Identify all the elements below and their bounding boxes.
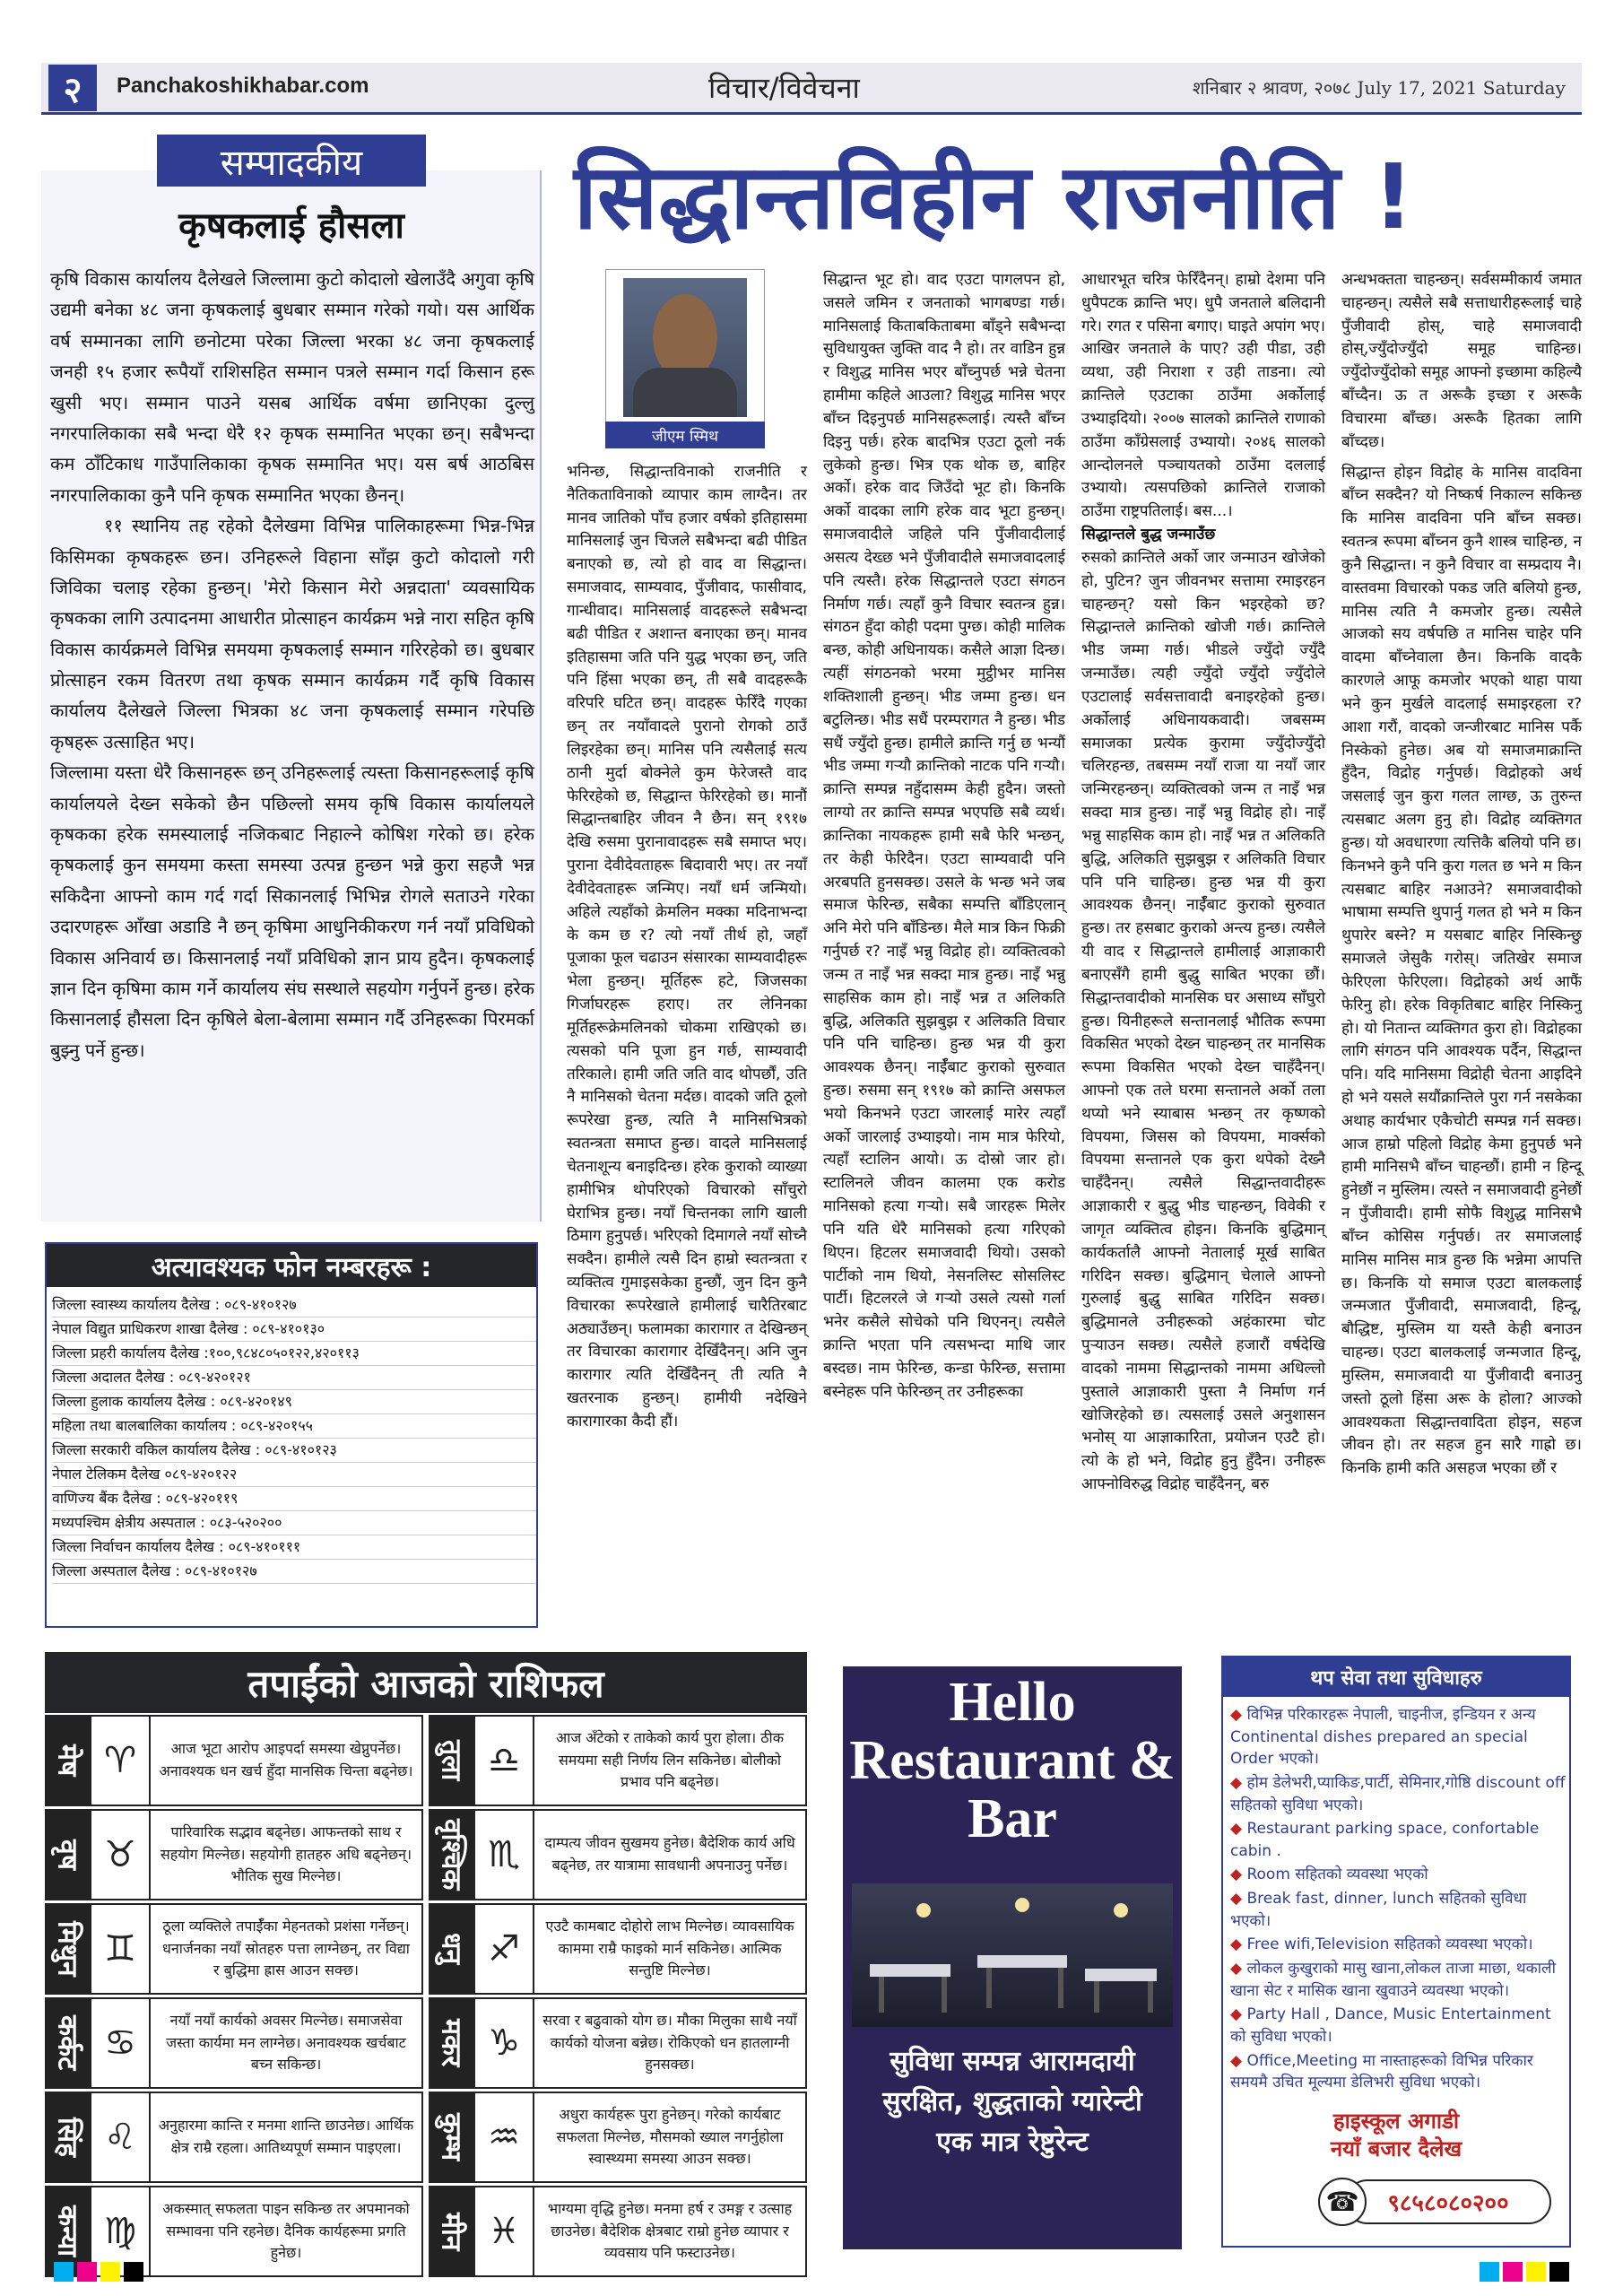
editorial-paragraph: कृषि विकास कार्यालय दैलेखले जिल्लामा कुटो कोदालो खेलाउँदै अगुवा कृषि उद्यमी बनेका ४८ जना कृषकलाई बुधबार सम्मान गरेको गयो। यस आर्थिक वर्ष सम्मानका लागि छनोटमा परेका जिल्ला भरका ४८ जना कृषकलाई जनही १५ हजार रूपैयाँ राशिसहित सम्मान पत्रले सम्मान गर्दा किसान हरू खुसी भए। सम्मान पाउने यसब आर्थिक वर्षमा छानिएका दुल्लु नगरपालिकाका सबै भन्दा धेरै १२ कृषक सम्मानित भएका छन्। सबैभन्दा कम ठाँटिकाध गाउँपालिकाका कृषक सम्मानित भए। यस बर्ष आठबिस नगरपालिकाका कुनै पनि कृषक सम्मानित भएका छैनन्। [50,268,534,506]
phone-entry: जिल्ला स्वास्थ्य कार्यालय दैलेख : ०८९-४१०१२७ [52,1293,536,1318]
restaurant-interior-image [852,1883,1173,2027]
sign-name: मिथुन [45,1903,90,1995]
magenta-mark [77,2262,97,2282]
sign-text: आज अँटेको र ताकेको कार्य पुरा होला। ठीक समयमा सही निर्णय लिन सकिनेछ। बोलीको प्रभाव पनि बढ्नेछ। [534,1715,807,1806]
gemini-icon: ♊ [90,1903,151,1995]
service-text: लोकल कुखुराको मासु खाना,लोकल ताजा माछा, थकाली खाना सेट र मासिक खाना खुवाउने व्यवस्था भएको। [1230,1960,1556,2000]
page-number: २ [48,65,97,111]
sign-name: मीन [429,2186,473,2277]
editorial-banner: सम्पादकीय [157,135,426,187]
restaurant-phone[interactable]: ९८५८०८०२०० [1345,2179,1551,2224]
sign-text: पारिवारिक सद्भाव बढ्नेछ। आफन्तको साथ र सहयोग मिल्नेछ। सहयोगी हातहरु अधि बढ्नेछन्। भौतिक सुख मिल्नेछ। [151,1809,423,1900]
virgo-icon: ♍ [90,2186,151,2277]
tagline-line: सुविधा सम्पन्न आरामदायी [890,2046,1135,2077]
address-line: हाइस्कूल अगाडी [1332,2109,1460,2134]
service-item [1230,1704,1566,1770]
restaurant-ad-tagline [843,2041,1182,2162]
sign-text: अकस्मात् सफलता पाइन सकिन्छ तर अपमानको सम्भावना पनि रहनेछ। दैनिक कार्यहरूमा प्रगति हुनेछ। [151,2186,423,2277]
article-text: अन्धभक्तता चाहन्छन्। सर्वसम्मीकार्य जमात चाहन्छन्। त्यसैले सबै सत्ताधारीहरूलाई चाहे पुँजीवादी होस्, चाहे समाजवादी होस्,ज्युँदोज्युँदो समूह चाहिन्छ। ज्युँदोज्युँदोको समूह आफ्नो इच्छामा कहिल्यै बाँच्दैन। ऊ त अरूकै इच्छा र अरूकै विचारमा बाँच्छ। अरूकै हितका लागि बाँच्दछ। [1341,271,1582,451]
sign-text: सरवा र बढुवाको योग छ। मौका मिलुका साथै नयाँ कार्यको योजना बन्नेछ। रोकिएको धन हातलाग्नी हुनसक्छ। [534,1997,807,2089]
sign-text: नयाँ नयाँ कार्यको अवसर मिल्नेछ। समाजसेवा जस्ता कार्यमा मन लाग्नेछ। अनावश्यक खर्चबाट बच्न सकिन्छ। [151,1997,423,2089]
service-text: Restaurant parking space, confortable cabin . [1230,1820,1540,1860]
tagline-line: एक मात्र रेष्टुरेन्ट [936,2126,1089,2158]
article-column-4 [1341,269,1582,1481]
horoscope-row [429,2092,807,2186]
editorial-paragraph: ११ स्थानिय तह रहेको दैलेखमा विभिन्न पालिकाहरूमा भिन्न-भिन्न किसिमका कृषकहरू छन। उनिहरूले विहाना साँझ कुटो कोदालो गरी जिविका चलाइ रहेका हुन्छन्। 'मेरो किसान मेरो अन्नदाता' व्यवसायिक कृषकका लागि उत्पादनमा आधारीत प्रोत्साहन कार्यक्रम भन्ने नारा सहित कृषि विकास कार्यक्रमले विभिन्न समयमा कृषकलाई सम्मान गरिरहेको छ। बुधबार प्रोत्साहन रकम वितरण तथा कृषक सम्मान कार्यक्रम गर्दै कृषि विकास कार्यालय दैलेखले जिल्ला भित्रका ४८ जना कृषकलाई सम्मान गरेपछि कृषहरू उत्साहित भए। [50,515,534,752]
horoscope-row [45,2092,423,2186]
phone-entry: महिला तथा बालबालिका कार्यालय : ०८९-४२०१५५ [52,1414,536,1439]
horoscope-row [429,2186,807,2280]
horoscope-title: तपाईंको आजको राशिफल [45,1652,807,1713]
site-name[interactable]: Panchakoshikhabar.com [117,74,369,98]
service-text: Free wifi,Television सहितको व्यवस्था भएको। [1246,1935,1533,1954]
sign-text: अधुरा कार्यहरू पुरा हुनेछन्। गरेको कार्यबाट सफलता मिल्नेछ, मौसमको ख्याल नगर्नुहोला स्वास्थ्यमा समस्या आउन सक्छ। [534,2092,807,2183]
phone-directory-title: अत्यावश्यक फोन नम्बरहरू : [47,1244,536,1287]
section-name: विचार/विवेचना [708,71,860,105]
services-list [1230,1704,1566,2096]
article-headline: सिद्धान्तविहीन राजनीति ! [574,144,1415,249]
cancer-icon: ♋ [90,1997,151,2089]
sign-text: भाग्यमा वृद्धि हुनेछ। मनमा हर्ष र उमङ्ग र उत्साह छाउनेछ। बैदेशिक क्षेत्रबाट राम्रो हुनेछ व्यापार र व्यवसाय पनि फस्टाउनेछ। [534,2186,807,2277]
author-byline: जीएम स्मिथ [605,422,765,448]
author-shirt [633,368,737,417]
sign-name: वृश्चिक [429,1809,473,1900]
sign-text: अनुहारमा कान्ति र मनमा शान्ति छाउनेछ। आर्थिक क्षेत्र राम्रै रहला। आतिथ्यपूर्ण सम्मान पाइएला। [151,2092,423,2183]
restaurant-address [1221,2108,1571,2163]
magenta-mark [1503,2262,1523,2282]
sign-text: दाम्पत्य जीवन सुखमय हुनेछ। बैदेशिक कार्य अधि बढ्नेछ, तर यात्रामा सावधानी अपनाउनु पर्नेछ। [534,1809,807,1900]
horoscope-row [45,1715,423,1809]
sign-name: वृष [45,1809,90,1900]
article-column-3 [1081,269,1325,1497]
article-column-2 [823,269,1065,1405]
phone-entry: नेपाल विद्युत प्राधिकरण शाखा दैलेख : ०८९-४१०१३० [52,1318,536,1342]
libra-icon: ♎ [473,1715,534,1806]
service-item [1230,1934,1566,1956]
diamond-bullet-icon: ◆ [1230,2005,1247,2024]
phone-entry: जिल्ला अस्पताल दैलेख : ०८९-४१०१२७ [52,1560,536,1584]
diamond-bullet-icon: ◆ [1230,1773,1247,1792]
sign-text: आज भूटा आरोप आइपर्दा समस्या खेप्नुपर्नेछ। अनावश्यक धन खर्च हुँदा मानसिक चिन्ता बढ्नेछ। [151,1715,423,1806]
phone-entry: जिल्ला प्रहरी कार्यालय दैलेख :१००,९८४८०५०१२२,४२०११३ [52,1342,536,1366]
phone-entry: नेपाल टेलिकम दैलेख ०८९-४२०१२२ [52,1463,536,1487]
horoscope-row [45,1997,423,2092]
service-item [1230,1888,1566,1932]
address-line: नयाँ बजार दैलेख [1330,2136,1462,2162]
service-item [1230,1818,1566,1862]
cyan-mark [1480,2262,1499,2282]
article-text: रुसको क्रान्तिले अर्को जार जन्माउन खोजेको हो, पुटिन? जुन जीवनभर सत्तामा रमाइरहन चाहन्छन्? यसो किन भइरहेको छ? सिद्धान्तले क्रान्तिको खोजी गर्छ। क्रान्तिले भीड जम्मा गर्छ। भीडले ज्युँदो ज्युँदै जन्माउँछ। त्यही ज्युँदो ज्युँदो ज्युँदोले एउटालाई सर्वसत्तावादी बनाइरहेको हुन्छ। अर्कोलाई अधिनायकवादी। जबसम्म समाजका प्रत्येक कुरामा ज्युँदोज्युँदो चलिरहन्छ, तबसम्म नयाँ राजा या नयाँ जार जन्मिरहन्छन्। व्यक्तित्वको जन्म त नाइँ भन्न सक्दा मात्र हुन्छ। नाइँ भन्नु विद्रोह हो। नाइँ भन्नु साहसिक काम हो। नाइँ भन्न त अलिकति बुद्धि, अलिकति सुझबुझ र अलिकति विचार पनि पनि चाहिन्छ। हुन्छ भन्न यी कुरा आवश्यक छैनन्। नाईँबाट कुराको सुरुवात हुन्छ। तर हसबाट कुराको अन्त्य हुन्छ। त्यसैले यी वाद र सिद्धान्तले हामीलाई आज्ञाकारी बनाएसँगै हामी बुद्धु साबित भएका छौं। सिद्धान्तवादीको मानसिक घर असाध्य साँघुरो हुन्छ। यिनीहरूले सन्तानलाई भौतिक रूपमा विकसित भएको देख्न चाहन्छन् तर मानसिक रूपमा विकसित भएको देख्न चाहँदैनन्। आफ्नो एक तले घरमा सन्तानले अर्को तला थप्यो भने स्याबास भन्छन् तर कृष्णको विपयमा, जिसस को विपयमा, मार्क्सको विपयमा सन्तानले एक कुरा थपेको देख्नै चाहँदैनन्। त्यसैले सिद्धान्तवादीहरू आज्ञाकारी र बुद्धु भीड चाहन्छन्, विवेकी र जागृत व्यक्तित्व होइन। किनकि बुद्धिमान् कार्यकर्तालै आफ्नो नेतालाई मूर्ख साबित गरिदिन सक्छ। बुद्धिमान् चेलाले आफ्नो गुरुलाई बुद्धु साबित गरिदिन सक्छ। बुद्धिमानले उनीहरूको अहंकारमा चोट पुऱ्याउन सक्छ। त्यसैले हजारौं वर्षदेखि वादको नाममा सिद्धान्तको नाममा अधिल्लो पुस्ताले आज्ञाकारी पुस्ता नै निर्माण गर्न खोजिरहेको छ। त्यसलाई उसले अनुशासन भनोस् या आज्ञाकारिता, प्रयोजन एउटै हो। त्यो के हो भने, विद्रोह हुनु हुँदैन। उनीहरू आफ्नोविरुद्ध विद्रोह चाहँदैनन्, बरु [1081,548,1325,1494]
sign-name: धनु [429,1903,473,1995]
issue-date: शनिबार २ श्रावण, २०७८ July 17, 2021 Saturday [1193,77,1566,99]
horoscope-row [429,1809,807,1903]
phone-entry: जिल्ला निर्वाचन कार्यालय दैलेख : ०८९-४१०१११ [52,1535,536,1560]
print-color-marks [1480,2262,1569,2282]
diamond-bullet-icon: ◆ [1230,1935,1247,1954]
editorial-paragraph: जिल्लामा यस्ता धेरै किसानहरू छन् उनिहरूलाई त्यस्ता किसानहरूलाई कृषि कार्यालयले देख्न सकेको छैन पछिल्लो समय कृषि विकास कार्यालयले कृषकका हरेक समस्यालाई नजिकबाट निहाल्ने कोषिश गरेको छ। हरेक कृषकलाई कुन समयमा कस्ता समस्या उत्पन्न हुन्छन भन्ने कुरा सहजै भन्न सकिदैना आफ्नो काम गर्द गर्दा सिकानलाई भिभिन्न रोगले सताउने गरेका उदारणहरू आँखा अडाडि नै छन् कृषिमा आधुनिकीकरण गर्न नयाँ प्रविधिको विकास अनिवार्य छ। किसानलाई नयाँ प्रविधिको ज्ञान प्राय हुदैन। कृषकलाई ज्ञान दिन कृषिमा काम गर्ने कार्यालय संघ सस्थाले सहयोग गर्नुपर्ने हुन्छ। हरेक किसानलाई हौसला दिन कृषिले बेला-बेलामा सम्मान गर्दै उनिहरूका पिरमर्का बुझ्नु पर्ने हुन्छ। [50,761,534,1061]
service-text: होम डेलेभरी,प्याकिङ,पार्टी, सेमिनार,गोष्ठि discount off सहितको सुविधा भएको। [1230,1773,1566,1814]
article-column-1 [567,461,807,1434]
sign-name: कन्या [45,2186,90,2277]
sign-name: तुला [429,1715,473,1806]
service-text: Office,Meeting मा नास्ताहरूको विभिन्न परिकार समयमै उचित मूल्यमा डेलिभरी सुविधा भएको। [1230,2051,1533,2092]
black-mark [1549,2262,1569,2282]
service-item [1230,1864,1566,1886]
sign-name: मकर [429,1997,473,2089]
service-text: Party Hall , Dance, Music Entertainment को सुविधा भएको। [1230,2005,1551,2046]
diamond-bullet-icon: ◆ [1230,1706,1247,1724]
sagittarius-icon: ♐ [473,1903,534,1995]
diamond-bullet-icon: ◆ [1230,1960,1247,1979]
service-item [1230,1772,1566,1816]
article-text: आधारभूत चरित्र फेरिँदैनन्। हाम्रो देशमा पनि धुपैपटक क्रान्ति भए। धुपै जनताले बलिदानी गरे। रगत र पसिना बगाए। घाइते अपांग भए। आखिर जनताले के पाए? उही पीडा, उही व्यथा, उही निराशा र उही ताडना। त्यो क्रान्तिले एउटाका ठाउँमा अर्कोलाई उभ्याइदियो। २००७ सालको क्रान्तिले राणाको ठाउँमा काँग्रेसलाई उभ्यायो। २०४६ सालको आन्दोलनले पञ्चायतको ठाउँमा दललाई उभ्यायो। त्यसपछिको क्रान्तिले राजाको ठाउँमा राष्ट्रपतिलाई। बस...। [1081,271,1325,521]
black-mark [124,2262,143,2282]
cyan-mark [54,2262,74,2282]
tagline-line: सुरक्षित, शुद्धताको ग्यारेन्टी [882,2086,1142,2118]
services-title: थप सेवा तथा सुविधाहरु [1223,1657,1569,1697]
horoscope-row [429,1715,807,1809]
editorial-title: कृषकलाई हौसला [178,205,404,247]
article-text: सिद्धान्त होइन विद्रोह के मानिस वादविना बाँच्न सक्दैन? यो निष्कर्ष निकाल्न सकिन्छ कि मानिस वादविना पनि बाँच्न सक्छ। स्वतन्त्र रूपमा बाँच्नन कुनै शास्त्र चाहिन्छ, न कुनै सिद्धान्त। न कुनै विचार वा सम्प्रदाय नै। वास्तवमा विचारको पकड जति बलियो हुन्छ, मानिस त्यति नै कमजोर हुन्छ। त्यसैले आजको सय वर्षपछि त मानिस चाहेर पनि वादमा बाँच्नेवाला छैन। किनकि वादकै कारणले आफू कमजोर भएको थाहा पाया भने कुन मुर्खले वादलाई समाइरहला र? आशा गरौं, वादको जन्जीरबाट मानिस पर्कै निस्केको हुनेछ। अब यो समाजमाक्रान्ति हुँदैन, विद्रोह गर्नुपर्छ। विद्रोहको अर्थ जसलाई जुन कुरा गलत लाग्छ, ऊ तुरुन्त त्यसबाट अलग हुनु हो। विद्रोह व्यक्तिगत हुन्छ। यो अवधारणा त्यत्तिकै बलियो पनि छ। किनभने कुनै पनि कुरा गलत छ भने म किन त्यसबाट बाहिर नआउने? समाजवादीको भाषामा सम्पत्ति थुपार्नु गलत हो भने म किन थुपारेर बस्ने? म यसबाट बाहिर निस्किन्छु समाजले जेसुकै गरोस्। जतिखेर समाज फेरिएला फेरिएला। विद्रोहको अर्थ आफैं फेरिनु हो। हरेक विकृतिबाट बाहिर निस्किनु हो। यो नितान्त व्यक्तिगत कुरा हो। विद्रोहका लागि संगठन पनि आवश्यक पर्दैन, सिद्धान्त पनि। यदि मानिसमा विद्रोही चेतना आइदिने हो भने यसले सयौंक्रान्तिले पुरा गर्न नसकेका अथाह कार्यभार एकैचोटी सम्पन्न गर्न सक्छ। आज हाम्रो पहिलो विद्रोह केमा हुनुपर्छ भने हामी मानिसभै बाँच्न चाहन्छौं। हामी न हिन्दू हुनेछौं न मुस्लिम। त्यस्ते न समाजवादी हुनेछौं न पुँजीवादी। हामी सोफै विशुद्ध मानिसभै बाँच्न कोसिस गर्नुपर्छ। तर समाजलाई मानिस मानिस मात्र हुन्छ कि भन्नेमा आपत्ति छ। किनकि यो समाज एउटा बालकलाई जन्मजात पुँजीवादी, समाजवादी, हिन्दू, बौद्धिष्ट, मुस्लिम या यस्तै केही बनाउन चाहन्छ। एउटा बालकलाई जन्मजात हिन्दू, मुस्लिम, समाजवादी या पुँजीवादी बनाउनु जस्तो ठूलो हिंसा अरू के होला? आज्को आवश्यकता सिद्धान्तवादिता होइन, सहज जीवन हो। तर सहज हुन सारै गाह्रो छ। किनकि हामी कति असहज भएका छौं र [1341,463,1582,1478]
sign-name: सिंह [45,2092,90,2183]
horoscope-row [429,1903,807,1997]
phone-entry: जिल्ला सरकारी वकिल कार्यालय दैलेख : ०८९-४१०१२३ [52,1439,536,1463]
yellow-mark [1526,2262,1546,2282]
service-text: Room सहितको व्यवस्था भएको [1246,1866,1428,1884]
taurus-icon: ♉ [90,1809,151,1900]
diamond-bullet-icon: ◆ [1230,1820,1247,1839]
pisces-icon: ♓ [473,2186,534,2277]
phone-entry: मध्यपश्चिम क्षेत्रीय अस्पताल : ०८३-५२०२०० [52,1511,536,1535]
aries-icon: ♈ [90,1715,151,1806]
horoscope-column-left [45,1715,423,2280]
diamond-bullet-icon: ◆ [1230,1890,1247,1909]
sign-name: मेष [45,1715,90,1806]
editorial-body [50,264,534,1065]
capricorn-icon: ♑ [473,1997,534,2089]
print-color-marks [54,2262,143,2282]
restaurant-tables-illustration [852,1883,1173,2027]
yellow-mark [100,2262,120,2282]
article-text: भनिन्छ, सिद्धान्तविनाको राजनीति र नैतिकताविनाको व्यापार काम लाग्दैन। तर मानव जातिको पाँच हजार वर्षको इतिहासमा मानिसलाई जुन चिजले सबैभन्दा बढी पीडित बनाएको छ, त्यो हो वाद वा सिद्धान्त। समाजवाद, साम्यवाद, पुँजीवाद, फासीवाद, गान्धीवाद। मानिसलाई वादहरूले सबैभन्दा बढी पीडित र अशान्त बनाएका छन्। मानव इतिहासमा जति पनि युद्ध भएका छन्, जति पनि हिंसा भएका छन्, ती सबै वादहरूकै वरिपरि घटित छन्। वादहरू फेरिँदै गएका छन् तर नयाँवादले पुरानो रोगको ठाउँ लिइरहेका छन्। मानिस पनि त्यसैलाई सत्य ठानी मुर्दा बोक्नेले कुम फेरेजस्तै वाद फेरिरहेको छ, सिद्धान्त फेरिरहेको छ। मानौं सिद्धान्तबाहिर जीवन नै छैन। सन् १९१७ देखि रुसमा पुरानावादहरू सबै समाप्त भए। पुराना देवीदेवताहरू बिदावारी भए। तर नयाँ देवीदेवताहरू जन्मिए। नयाँ धर्म जन्मियो। अहिले त्यहाँको क्रेमलिन मक्का मदिनाभन्दा के कम छ र? त्यो नयाँ तीर्थ हो, जहाँ पूजाका फूल चढाउन संसारका साम्यवादीहरू भेला हुन्छन्। मूर्तिहरू हटे, जिजसका गिर्जाघरहरू हराए। तर लेनिनका मूर्तिहरूक्रेमलिनको चोकमा राखिएको छ। त्यसको पनि पूजा हुन गर्छ, साम्यवादी तरिकाले। हामी जति जति वाद थोपर्छौं, उति नै मानिसको चेतना मर्दछ। वादको जति ठूलो रूपरेखा हुन्छ, त्यति नै मानिसभित्रको स्वतन्त्रता समाप्त हुन्छ। वादले मानिसलाई चेतनाशून्य बनाइदिन्छ। हरेक कुराको व्याख्या हामीभित्र थोपरिएको विचारको साँचुरो घेराभित्र हुन्छ। नयाँ चिन्तनका लागि खाली ठिमाग हुनुपर्छ। भरिएको दिमागले नयाँ सोच्नै सक्दैन। हामीले त्यसै दिन हाम्रो स्वतन्त्रता र व्यक्तित्व गुमाइसकेका हुन्छौं, जुन दिन कुनै विचारका रूपरेखाले हामीलाई चारैतिरबाट अठ्याउँछन्। फलामका कारागार त देखिन्छन् तर विचारका कारागार देखिँदैनन्। अनि जुन कारागार त्यति देखिँदैनन् ती त्यति नै खतरनाक हुन्छन्। हामीयी नदेखिने कारागारका कैदी हौं। [567,463,807,1431]
diamond-bullet-icon: ◆ [1230,2051,1247,2070]
sign-text: एउटै कामबाट दोहोरो लाभ मिल्नेछ। व्यावसायिक काममा राम्रै फाइको मार्न सकिनेछ। आत्मिक सन्तुष्टि मिल्नेछ। [534,1903,807,1995]
sign-name: कर्कट [45,1997,90,2089]
sign-name: कुम्भ [429,2092,473,2183]
phone-entry: वाणिज्य बैंक दैलेख : ०८९-४२०११९ [52,1487,536,1511]
phone-directory-list [52,1293,536,1584]
service-text: Break fast, dinner, lunch सहितको सुविधा भएको। [1230,1890,1527,1930]
horoscope-row [45,1809,423,1903]
phone-entry: जिल्ला अदालत दैलेख : ०८९-४२०१२१ [52,1366,536,1390]
phone-entry: जिल्ला हुलाक कार्यालय दैलेख : ०८९-४२०१४९ [52,1390,536,1414]
service-item [1230,2050,1566,2094]
diamond-bullet-icon: ◆ [1230,1866,1247,1884]
sign-text: ठूला व्यक्तिले तपाईँका मेहनतको प्रशंसा गर्नेछन्। धनार्जनका नयाँ स्रोतहरु पत्ता लाग्नेछन्, तर विद्या र बुद्धिमा ह्रास आउन सक्छ। [151,1903,423,1995]
aquarius-icon: ♒ [473,2092,534,2183]
phone-icon: ☎ [1318,2178,1367,2226]
leo-icon: ♌ [90,2092,151,2183]
scorpio-icon: ♏ [473,1809,534,1900]
article-text: सिद्धान्त भूट हो। वाद एउटा पागलपन हो, जसले जमिन र जनताको भागबण्डा गर्छ। मानिसलाई किताबकिताबमा बाँड्ने सबैभन्दा सुविधायुक्त जुक्ति वाद नै हो। तर वाडिन हुन्न र विशुद्ध मानिस भएर बाँच्नुपर्छ भन्ने चेतना हामीमा कहिले आउला? विशुद्ध मानिस भएर बाँच्न दिइनुपर्छ मानिसहरूलाई। त्यस्तै बाँच्न दिइनु पर्छ। हरेक बादभित्र एउटा ठूलो नर्क लुकेको हुन्छ। भित्र एक थोक छ, बाहिर अर्को। हरेक वाद जिउँदो भूट हो। किनकि अर्को वादका लागि हरेक वाद भूटा हुन्छन्। समाजवादीले जहिले पनि पुँजीवादीलाई असत्य देख्छ भने पुँजीवादीले समाजवादलाई पनि त्यस्तै। हरेक सिद्धान्तले एउटा संगठन निर्माण गर्छ। त्यहाँ कुनै विचार स्वतन्त्र हुन्न। संगठन हुँदा कोही पदमा पुग्छ। कोही मालिक बन्छ, कोही अधिनायक। कसैले आज्ञा दिन्छ। त्यहीं संगठनको भरमा मुट्ठीभर मानिस शक्तिशाली हुन्छन्। भीड जम्मा हुन्छ। धन बटुलिन्छ। भीड सधैं परम्परागत नै हुन्छ। भीड सधैं ज्युँदो हुन्छ। हामीले क्रान्ति गर्नु छ भन्यौं भीड जम्मा गर्‍यौ क्रान्तिको नाटक पनि गर्‍यौ। क्रान्ति सम्पन्न नहुँदासम्म केही हुदैन। जस्तो लाग्यो तर क्रान्ति सम्पन्न भएपछि सबै व्यर्थ। क्रान्तिका नायकहरू हामी सबै फेरि भन्छन्, तर केही फेरिदैन। एउटा साम्यवादी पनि अरबपति हुनसक्छ। उसले के भन्छ भने जब समाज फेरिन्छ, सबैका सम्पत्ति बाँडिएलान् अनि मेरो पनि बाँडिन्छ। मैले मात्र किन फिक्री गर्नुपर्छ र? नाइँ भन्नु विद्रोह हो। व्यक्तित्वको जन्म त नाइँ भन्न सक्दा मात्र हुन्छ। नाइँ भन्नु साहसिक काम हो। नाइँ भन्न त अलिकति बुद्धि, अलिकति सुझबुझ र अलिकति विचार पनि पनि चाहिन्छ। हुन्छ भन्न यी कुरा आवश्यक छैनन्। नाईँबाट कुराको सुरुवात हुन्छ। रुसमा सन् १९१७ को क्रान्ति असफल भयो किनभने एउटा जारलाई मारेर त्यहाँ अर्को जारलाई उभ्याइयो। नाम मात्र फेरियो, त्यहाँ स्टालिन आयो। ऊ दोस्रो जार हो। स्टालिनले जीवन कालमा एक करोड मानिसको हत्या गर्‍यो। सबै जारहरू मिलेर पनि यति धेरै मानिसको हत्या गरिएको थिएन। हिटलर समाजवादी थियो। उसको पार्टीको नाम थियो, नेसनलिस्ट सोसलिस्ट पार्टी। हिटलरले जे गर्‍यो उसले त्यसो गर्ला भनेर कसैले सोचेको पनि थिएनन्। त्यसैले क्रान्ति भएता पनि त्यसभन्दा माथि जार बस्दछ। नाम फेरिन्छ, कन्डा फेरिन्छ, सत्तामा बस्नेहरू पनि फेरिन्छन् तर उनीहरूका [823,271,1065,1401]
restaurant-ad-title: Hello Restaurant & Bar [849,1672,1176,1850]
service-item [1230,2004,1566,2048]
article-subheading: सिद्धान्तले बुद्ध जन्माउँछ [1081,526,1216,544]
service-text: विभिन्न परिकारहरू नेपाली, चाइनीज, इन्डियन र अन्य Continental dishes prepared an special Order भएको। [1230,1706,1536,1769]
horoscope-column-right [429,1715,807,2280]
service-item [1230,1958,1566,2002]
horoscope-row [429,1997,807,2092]
horoscope-row [45,1903,423,1997]
